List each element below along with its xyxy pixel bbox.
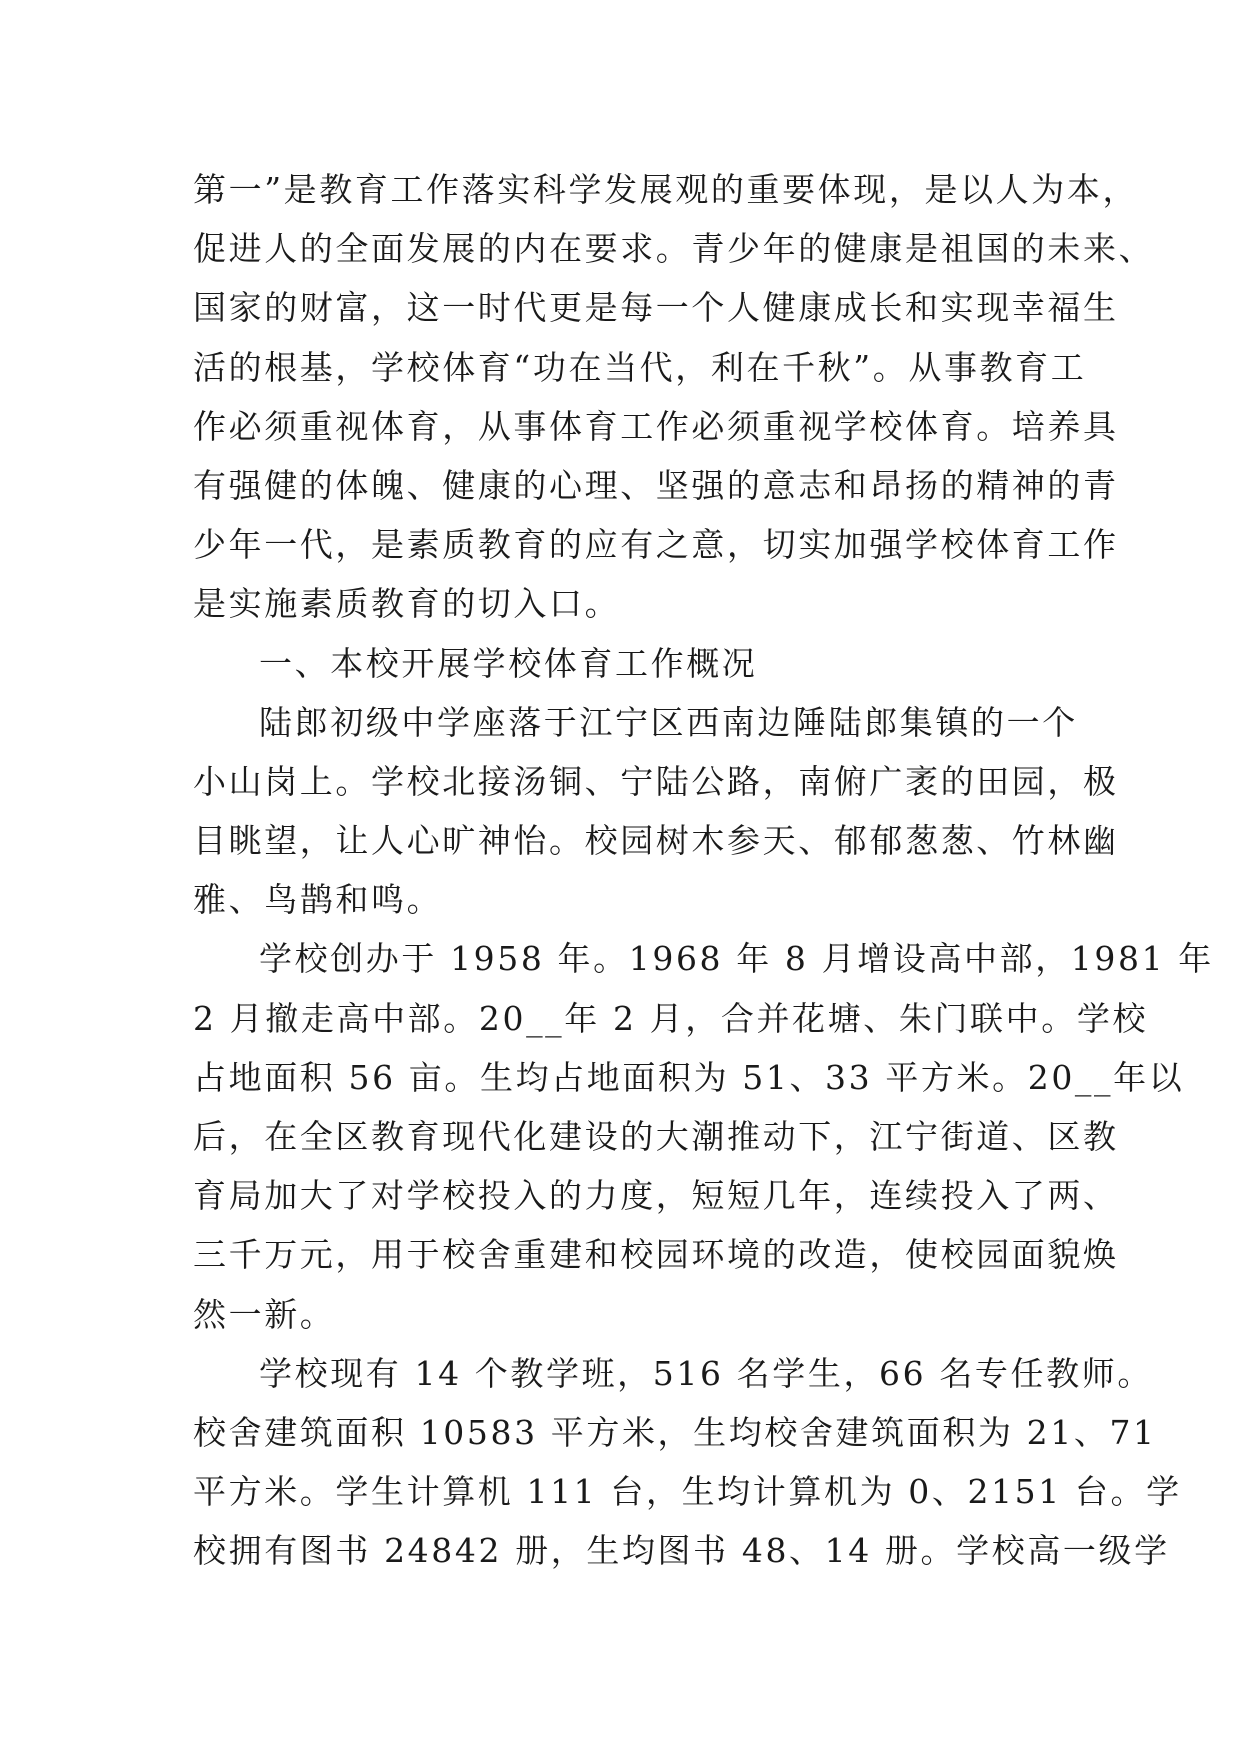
text-line: 促进人的全面发展的内在要求。青少年的健康是祖国的未来、: [193, 229, 1155, 269]
text-line: 平方米。学生计算机 111 台，生均计算机为 0、2151 台。学: [193, 1472, 1182, 1512]
text-line: 学校现有 14 个教学班，516 名学生，66 名专任教师。: [259, 1353, 1153, 1393]
text-line: 少年一代，是素质教育的应有之意，切实加强学校体育工作: [193, 525, 1119, 565]
text-line: 活的根基，学校体育“功在当代，利在千秋”。从事教育工: [193, 347, 1087, 387]
text-line: 作必须重视体育，从事体育工作必须重视学校体育。培养具: [193, 406, 1119, 446]
document-body: [193, 160, 1214, 1581]
text-line: 占地面积 56 亩。生均占地面积为 51、33 平方米。20__年以: [193, 1057, 1185, 1097]
text-line: 三千万元，用于校舍重建和校园环境的改造，使校园面貌焕: [193, 1235, 1119, 1275]
text-line: 陆郎初级中学座落于江宁区西南边陲陆郎集镇的一个: [259, 702, 1078, 742]
text-line: 是实施素质教育的切入口。: [193, 584, 621, 624]
text-line: 2 月撤走高中部。20__年 2 月，合并花塘、朱门联中。学校: [193, 998, 1149, 1038]
text-line: 后，在全区教育现代化建设的大潮推动下，江宁街道、区教: [193, 1117, 1119, 1156]
text-line: 小山岗上。学校北接汤铜、宁陆公路，南俯广袤的田园，极: [193, 761, 1119, 801]
text-line: 一、本校开展学校体育工作概况: [259, 643, 758, 683]
text-line: 有强健的体魄、健康的心理、坚强的意志和昂扬的精神的青: [193, 465, 1119, 505]
text-line: 然一新。: [193, 1294, 336, 1334]
text-line: 学校创办于 1958 年。1968 年 8 月增设高中部，1981 年: [259, 939, 1214, 979]
text-line: 雅、鸟鹊和鸣。: [193, 880, 443, 920]
text-line: 第一”是教育工作落实科学发展观的重要体现，是以人为本，: [193, 170, 1139, 209]
text-line: 校舍建筑面积 10583 平方米，生均校舍建筑面积为 21、71: [193, 1412, 1157, 1452]
text-line: 目眺望，让人心旷神怡。校园树木参天、郁郁葱葱、竹林幽: [193, 821, 1119, 861]
text-line: 国家的财富，这一时代更是每一个人健康成长和实现幸福生: [193, 288, 1119, 328]
text-line: 校拥有图书 24842 册，生均图书 48、14 册。学校高一级学: [193, 1531, 1170, 1571]
text-line: 育局加大了对学校投入的力度，短短几年，连续投入了两、: [193, 1176, 1119, 1216]
